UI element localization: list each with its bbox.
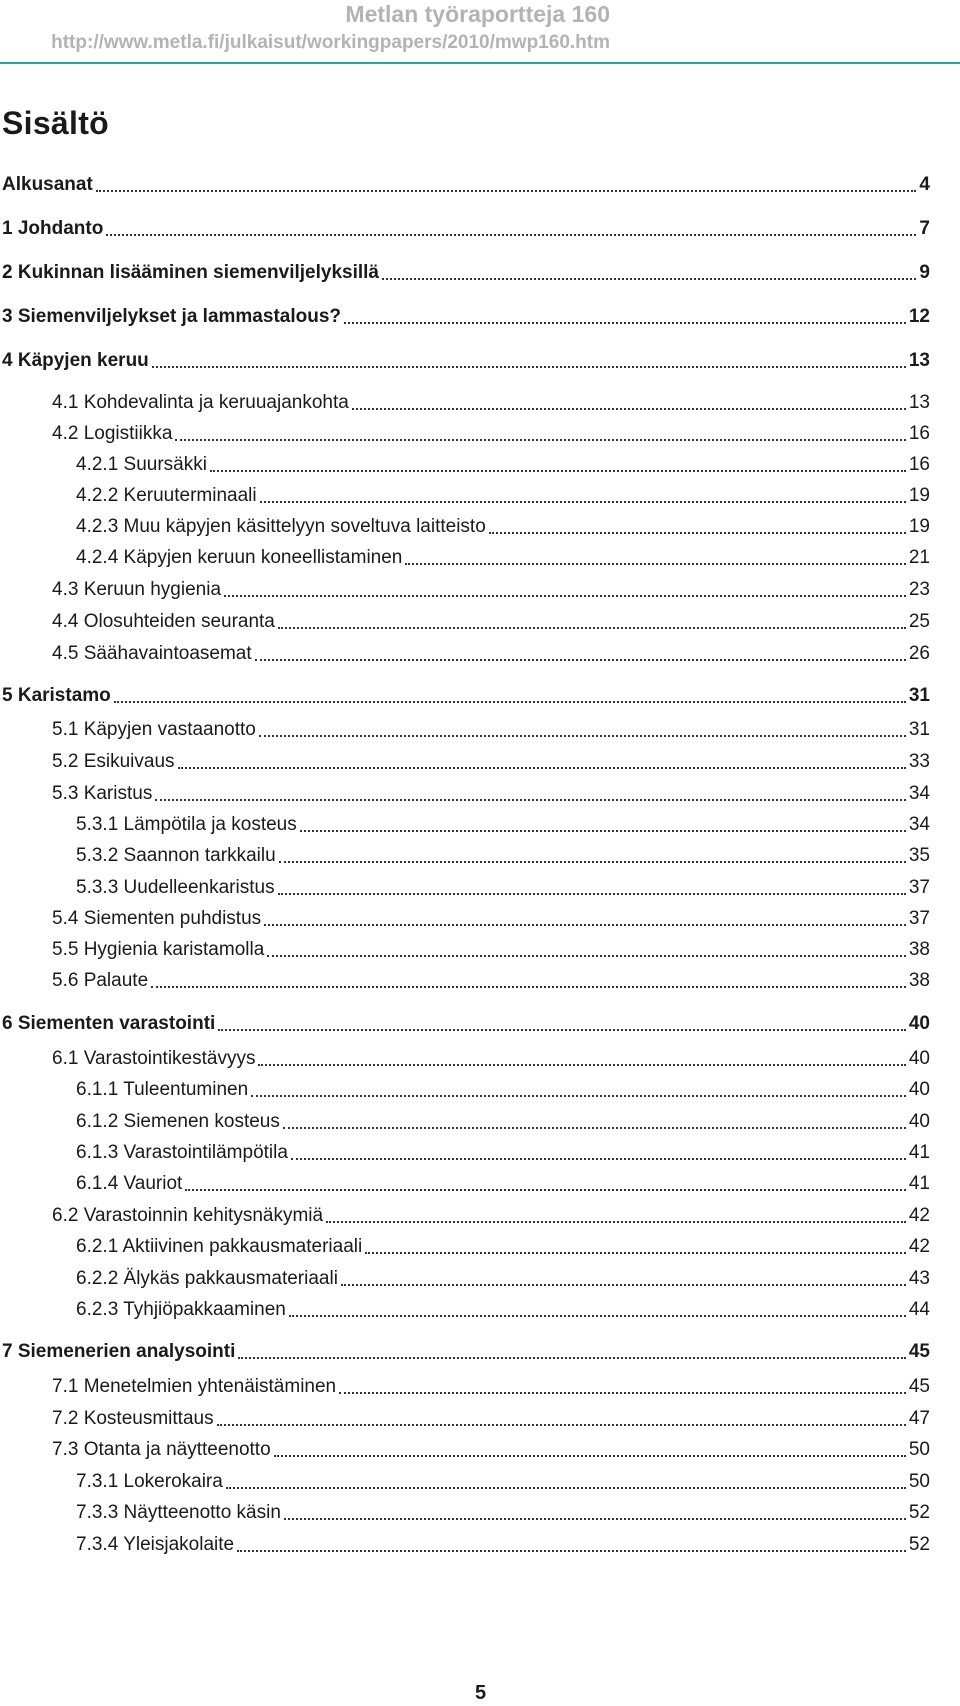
- toc-entry-title: 5.4 Siementen puhdistus: [52, 908, 262, 929]
- toc-entry-page: 45: [908, 1376, 930, 1397]
- toc-entry[interactable]: [0, 168, 930, 198]
- toc-entry-title: 4.5 Säähavaintoasemat: [52, 643, 252, 664]
- dot-leader: [278, 893, 906, 895]
- dot-leader: [289, 1315, 906, 1317]
- toc-entry[interactable]: [0, 1199, 930, 1229]
- toc-entry-title: 6.1.4 Vauriot: [76, 1173, 183, 1194]
- toc-entry-title: 4 Käpyjen keruu: [2, 350, 149, 371]
- toc-entry[interactable]: [0, 1262, 930, 1292]
- toc-entry-page: 52: [908, 1534, 930, 1555]
- toc-entry-title: 7.3.4 Yleisjakolaite: [76, 1534, 235, 1555]
- toc-entry[interactable]: [0, 1042, 930, 1072]
- dot-leader: [155, 799, 906, 801]
- toc-entry[interactable]: [0, 256, 930, 286]
- dot-leader: [264, 924, 906, 926]
- toc-entry-page: 16: [908, 423, 930, 444]
- dot-leader: [365, 1252, 906, 1254]
- toc-entry-page: 21: [908, 547, 930, 568]
- dot-leader: [326, 1221, 906, 1223]
- toc-entry-page: 16: [908, 454, 930, 475]
- toc-entry-title: 4.2.1 Suursäkki: [76, 454, 207, 475]
- toc-entry-title: 6.2.2 Älykäs pakkausmateriaali: [76, 1268, 338, 1289]
- dot-leader: [237, 1550, 906, 1552]
- toc-entry[interactable]: [0, 573, 930, 603]
- toc-entry[interactable]: [0, 745, 930, 775]
- toc-entry-title: 7.1 Menetelmien yhtenäistäminen: [52, 1376, 337, 1397]
- toc-entry-page: 31: [908, 685, 930, 706]
- toc-entry-page: 19: [908, 516, 930, 537]
- toc-entry-title: 7.3.1 Lokerokaira: [76, 1471, 223, 1492]
- toc-entry[interactable]: [0, 1007, 930, 1037]
- toc-entry[interactable]: [0, 605, 930, 635]
- toc-entry-page: 25: [908, 611, 930, 632]
- toc-entry-page: 34: [908, 783, 930, 804]
- toc-entry-page: 44: [908, 1299, 930, 1320]
- dot-leader: [178, 767, 906, 769]
- toc-entry[interactable]: [0, 344, 930, 374]
- toc-entry-page: 38: [908, 970, 930, 991]
- toc-entry-title: 4.2.2 Keruuterminaali: [76, 485, 257, 506]
- toc-entry-title: 3 Siemenviljelykset ja lammastalous?: [2, 306, 342, 327]
- toc-entry-page: 45: [908, 1341, 930, 1362]
- toc-entry[interactable]: [0, 839, 930, 869]
- toc-entry-title: 5.3 Karistus: [52, 783, 153, 804]
- toc-entry[interactable]: [0, 808, 930, 838]
- toc-entry[interactable]: [0, 1105, 930, 1135]
- toc-entry[interactable]: [0, 1370, 930, 1400]
- dot-leader: [291, 1158, 906, 1160]
- toc-entry-title: 5.1 Käpyjen vastaanotto: [52, 719, 256, 740]
- dot-leader: [260, 501, 906, 503]
- toc-entry-page: 37: [908, 877, 930, 898]
- toc-entry[interactable]: [0, 964, 930, 994]
- toc-entry-page: 50: [908, 1471, 930, 1492]
- dot-leader: [96, 190, 917, 192]
- dot-leader: [259, 735, 906, 737]
- toc-entry-page: 31: [908, 719, 930, 740]
- toc-entry-title: 7 Siemenerien analysointi: [2, 1341, 236, 1362]
- dot-leader: [210, 470, 906, 472]
- toc-entry-page: 9: [919, 262, 930, 283]
- dot-leader: [352, 408, 906, 410]
- toc-entry-page: 38: [908, 939, 930, 960]
- toc-entry-title: 5.2 Esikuivaus: [52, 751, 175, 772]
- toc-entry[interactable]: [0, 212, 930, 242]
- series-url[interactable]: http://www.metla.fi/julkaisut/workingpapers/2010/mwp160.htm: [51, 32, 610, 53]
- toc-entry-page: 19: [908, 485, 930, 506]
- toc-entry-page: 52: [908, 1502, 930, 1523]
- toc-entry[interactable]: [0, 1465, 930, 1495]
- toc-entry[interactable]: [0, 637, 930, 667]
- toc-entry[interactable]: [0, 386, 930, 416]
- toc-entry-title: 5.6 Palaute: [52, 970, 149, 991]
- toc-entry-title: 6.2.3 Tyhjiöpakkaaminen: [76, 1299, 286, 1320]
- toc-entry-page: 41: [908, 1173, 930, 1194]
- toc-entry[interactable]: [0, 1073, 930, 1103]
- dot-leader: [284, 1518, 906, 1520]
- toc-entry-page: 26: [908, 643, 930, 664]
- toc-entry-title: 5.5 Hygienia karistamolla: [52, 939, 265, 960]
- toc-entry[interactable]: [0, 1136, 930, 1166]
- dot-leader: [185, 1189, 906, 1191]
- toc-entry-title: 5 Karistamo: [2, 685, 111, 706]
- toc-entry[interactable]: [0, 448, 930, 478]
- toc-entry-title: 2 Kukinnan lisääminen siemenviljelyksillä: [2, 262, 380, 283]
- toc-entry-title: 6.2.1 Aktiivinen pakkausmateriaali: [76, 1236, 363, 1257]
- toc-entry-page: 42: [908, 1236, 930, 1257]
- toc-entry-page: 42: [908, 1205, 930, 1226]
- toc-entry[interactable]: [0, 1167, 930, 1197]
- toc-entry[interactable]: [0, 1293, 930, 1323]
- toc-entry[interactable]: [0, 777, 930, 807]
- page-number: 5: [475, 1682, 487, 1704]
- toc-entry[interactable]: [0, 933, 930, 963]
- dot-leader: [258, 1064, 905, 1066]
- dot-leader: [283, 1127, 906, 1129]
- dot-leader: [217, 1424, 906, 1426]
- toc-entry[interactable]: [0, 1402, 930, 1432]
- toc-entry-page: 35: [908, 845, 930, 866]
- toc-entry-title: 6.2 Varastoinnin kehitysnäkymiä: [52, 1205, 324, 1226]
- toc-entry[interactable]: [0, 510, 930, 540]
- toc-entry-page: 40: [908, 1079, 930, 1100]
- dot-leader: [489, 532, 906, 534]
- toc-entry[interactable]: [0, 871, 930, 901]
- toc-entry[interactable]: [0, 902, 930, 932]
- toc-entry-page: 13: [908, 392, 930, 413]
- toc-entry-title: 6.1.1 Tuleentuminen: [76, 1079, 249, 1100]
- toc-entry[interactable]: [0, 1433, 930, 1463]
- dot-leader: [152, 366, 906, 368]
- toc-entry[interactable]: [0, 1496, 930, 1526]
- dot-leader: [278, 627, 906, 629]
- toc-entry[interactable]: [0, 541, 930, 571]
- dot-leader: [224, 595, 906, 597]
- toc-entry-title: 5.3.2 Saannon tarkkailu: [76, 845, 276, 866]
- dot-leader: [218, 1029, 906, 1031]
- dot-leader: [344, 322, 906, 324]
- toc-entry-page: 40: [908, 1111, 930, 1132]
- series-title: Metlan työraportteja 160: [345, 1, 610, 27]
- dot-leader: [114, 701, 906, 703]
- toc-entry-title: 6.1.3 Varastointilämpötila: [76, 1142, 288, 1163]
- toc-entry-title: 6 Siementen varastointi: [2, 1013, 216, 1034]
- toc-entry[interactable]: [0, 679, 930, 709]
- toc-entry-title: 5.3.3 Uudelleenkaristus: [76, 877, 275, 898]
- toc-entry-page: 12: [908, 306, 930, 327]
- toc-entry-page: 47: [908, 1408, 930, 1429]
- toc-entry-page: 41: [908, 1142, 930, 1163]
- toc-entry-title: 7.3 Otanta ja näytteenotto: [52, 1439, 271, 1460]
- dot-leader: [226, 1487, 906, 1489]
- dot-leader: [238, 1357, 905, 1359]
- toc-entry[interactable]: [0, 1230, 930, 1260]
- toc-entry[interactable]: [0, 1528, 930, 1558]
- toc-entry-page: 33: [908, 751, 930, 772]
- toc-entry-title: 4.1 Kohdevalinta ja keruuajankohta: [52, 392, 349, 413]
- toc-entry-title: 7.3.3 Näytteenotto käsin: [76, 1502, 281, 1523]
- toc-entry-page: 40: [908, 1048, 930, 1069]
- toc-entry-title: 4.2.3 Muu käpyjen käsittelyyn soveltuva laitteisto: [76, 516, 486, 537]
- toc-entry-page: 37: [908, 908, 930, 929]
- toc-entry[interactable]: [0, 300, 930, 330]
- dot-leader: [339, 1392, 906, 1394]
- toc-entry-page: 7: [919, 218, 930, 239]
- toc-entry-title: 4.2 Logistiikka: [52, 423, 173, 444]
- dot-leader: [300, 830, 906, 832]
- toc-entry-title: 6.1 Varastointikestävyys: [52, 1048, 256, 1069]
- dot-leader: [106, 234, 916, 236]
- dot-leader: [279, 861, 906, 863]
- page-title: Sisältö: [2, 105, 110, 141]
- dot-leader: [405, 563, 905, 565]
- dot-leader: [175, 439, 905, 441]
- toc-entry[interactable]: [0, 417, 930, 447]
- dot-leader: [251, 1095, 906, 1097]
- dot-leader: [274, 1455, 906, 1457]
- dot-leader: [341, 1284, 906, 1286]
- toc-entry-page: 50: [908, 1439, 930, 1460]
- toc-entry-title: 7.2 Kosteusmittaus: [52, 1408, 214, 1429]
- toc-entry-title: Alkusanat: [2, 174, 93, 195]
- toc-entry[interactable]: [0, 1335, 930, 1365]
- toc-entry[interactable]: [0, 713, 930, 743]
- toc-entry-title: 5.3.1 Lämpötila ja kosteus: [76, 814, 297, 835]
- dot-leader: [151, 986, 906, 988]
- toc-entry-page: 13: [908, 350, 930, 371]
- toc-entry-page: 43: [908, 1268, 930, 1289]
- dot-leader: [382, 278, 916, 280]
- dot-leader: [267, 955, 906, 957]
- toc-entry-title: 1 Johdanto: [2, 218, 104, 239]
- toc-entry-page: 23: [908, 579, 930, 600]
- toc-entry-title: 4.2.4 Käpyjen keruun koneellistaminen: [76, 547, 403, 568]
- toc-entry-title: 4.4 Olosuhteiden seuranta: [52, 611, 275, 632]
- toc-entry-page: 34: [908, 814, 930, 835]
- toc-entry-title: 6.1.2 Siemenen kosteus: [76, 1111, 280, 1132]
- toc-entry[interactable]: [0, 479, 930, 509]
- toc-entry-title: 4.3 Keruun hygienia: [52, 579, 222, 600]
- dot-leader: [255, 659, 906, 661]
- toc-entry-page: 4: [919, 174, 930, 195]
- toc-entry-page: 40: [908, 1013, 930, 1034]
